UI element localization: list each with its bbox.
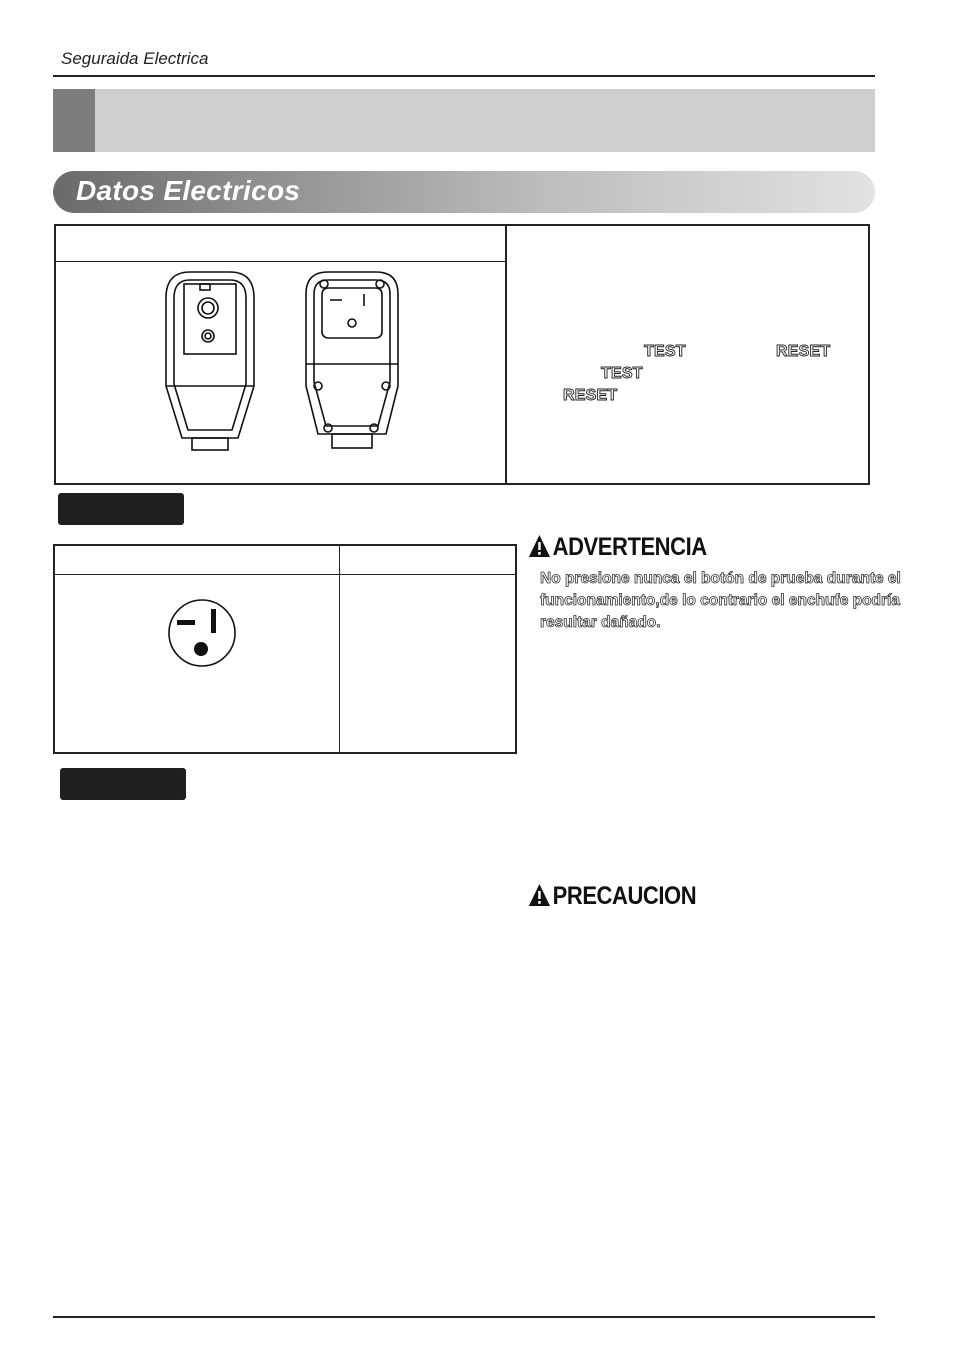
header-divider — [53, 75, 875, 77]
title-band — [53, 89, 875, 152]
section-title: Datos Electricos — [76, 175, 301, 206]
header-section-label: Seguraida Electrica — [61, 49, 209, 68]
plug-rear-illustration — [302, 268, 402, 454]
title-band-tab — [53, 89, 95, 152]
subsection-tag-1 — [58, 493, 184, 525]
caution-heading — [528, 882, 696, 911]
footer-divider — [53, 1316, 875, 1318]
plug-panel-header-rule — [54, 261, 505, 262]
warning-triangle-icon — [528, 883, 551, 907]
test-button-label: TEST — [644, 343, 686, 360]
outlet-table-column-divider — [339, 544, 340, 752]
warning-body: No presione nunca el botón de prueba durante el funcionamiento,de lo contrario el enchufe podría resultar dañado. — [540, 570, 901, 631]
reset-button-label-2: RESET — [563, 387, 618, 404]
test-button-label-2: TEST — [601, 365, 643, 382]
warning-heading — [528, 533, 707, 562]
plug-front-illustration — [160, 268, 260, 454]
subsection-tag-2 — [60, 768, 186, 800]
outlet-table — [53, 544, 517, 754]
outlet-receptacle-icon — [165, 596, 239, 670]
reset-button-label: RESET — [776, 343, 831, 360]
warning-triangle-icon — [528, 534, 551, 558]
plug-panel-divider — [505, 224, 507, 483]
outlet-table-header-rule — [53, 574, 515, 575]
warning-heading-text: ADVERTENCIA — [552, 533, 707, 561]
caution-heading-text: PRECAUCION — [552, 882, 697, 910]
